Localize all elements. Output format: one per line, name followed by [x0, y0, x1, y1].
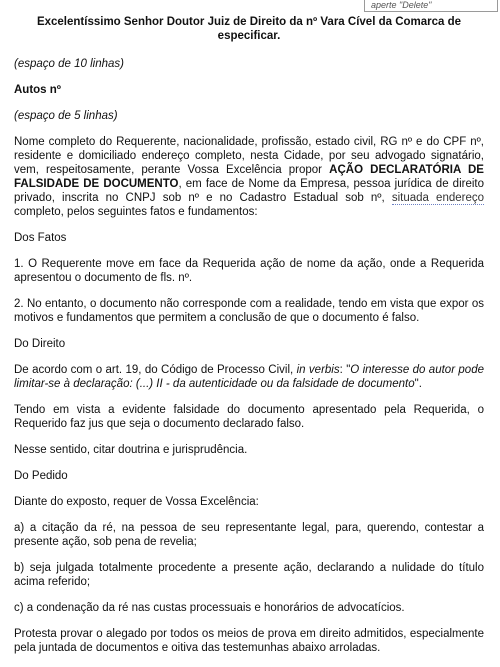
address-link[interactable]: situada endereço — [391, 192, 484, 204]
spacing-note-5: (espaço de 5 linhas) — [14, 110, 118, 122]
fato-2: 2. No entanto, o documento não corresponde com a realidade, tendo em vista que expor os motivos e fundamentos que permitem a conclusão de que o documento é falso. — [14, 298, 484, 324]
intro-text-1: Nome completo do Requerente, nacionalidade, profissão, estado civil, RG nº e do CPF nº, residente e domiciliado endereço completo, nesta Cidade, por seu advogado signatário, vem, respeitosamente, perante Vossa Excelência propor — [14, 136, 484, 176]
section-dos-fatos: Dos Fatos — [14, 232, 67, 244]
tooltip-hint: aperte "Delete" — [364, 0, 498, 12]
action-name: AÇÃO DECLARATÓRIA DE FALSIDADE DE DOCUMENTO — [14, 164, 484, 190]
direito-3: Nesse sentido, citar doutrina e jurisprudência. — [14, 444, 248, 456]
direito1-text-1: De acordo com o art. 19, do Código de Processo Civil, — [14, 364, 297, 376]
legal-quote: O interesse do autor pode limitar-se à declaração: (...) II - da autenticidade ou da falsidade de documento — [14, 364, 484, 390]
document-page — [14, 15, 484, 667]
section-do-direito: Do Direito — [14, 338, 66, 350]
pedido-c: c) a condenação da ré nas custas processuais e honorários de advocatícios. — [14, 602, 405, 614]
section-do-pedido: Do Pedido — [14, 470, 68, 482]
intro-paragraph — [14, 135, 484, 219]
direito1-text-3: ". — [414, 378, 422, 390]
intro-text-3: completo, pelos seguintes fatos e fundamentos: — [14, 206, 258, 218]
direito-1 — [14, 363, 484, 391]
pedido-intro: Diante do exposto, requer de Vossa Excelência: — [14, 496, 259, 508]
fato-1: 1. O Requerente move em face da Requerida ação de nome da ação, onde a Requerida apresentou o documento de fls. nº. — [14, 258, 484, 284]
intro-text-2: , em face de Nome da Empresa, pessoa jurídica de direito privado, inscrita no CNPJ sob nº e no Cadastro Estadual sob nº, — [14, 178, 484, 204]
in-verbis: in verbis — [296, 364, 340, 376]
autos-heading: Autos nº — [14, 84, 61, 96]
protesta-paragraph: Protesta provar o alegado por todos os meios de prova em direito admitidos, especialmente pela juntada de documentos e oitiva das testemunhas abaixo arroladas. — [14, 628, 484, 654]
pedido-a: a) a citação da ré, na pessoa de seu representante legal, para, querendo, contestar a presente ação, sob pena de revelia; — [14, 522, 484, 548]
document-title: Excelentíssimo Senhor Doutor Juiz de Direito da nº Vara Cível da Comarca de especificar. — [36, 16, 462, 42]
direito-2: Tendo em vista a evidente falsidade do documento apresentado pela Requerida, o Requerido faz jus que seja o documento declarado falso. — [14, 404, 484, 430]
spacing-note-10: (espaço de 10 linhas) — [14, 58, 124, 70]
pedido-b: b) seja julgada totalmente procedente a presente ação, declarando a nulidade do título acima referido; — [14, 562, 484, 588]
direito1-text-2: : " — [339, 364, 351, 376]
